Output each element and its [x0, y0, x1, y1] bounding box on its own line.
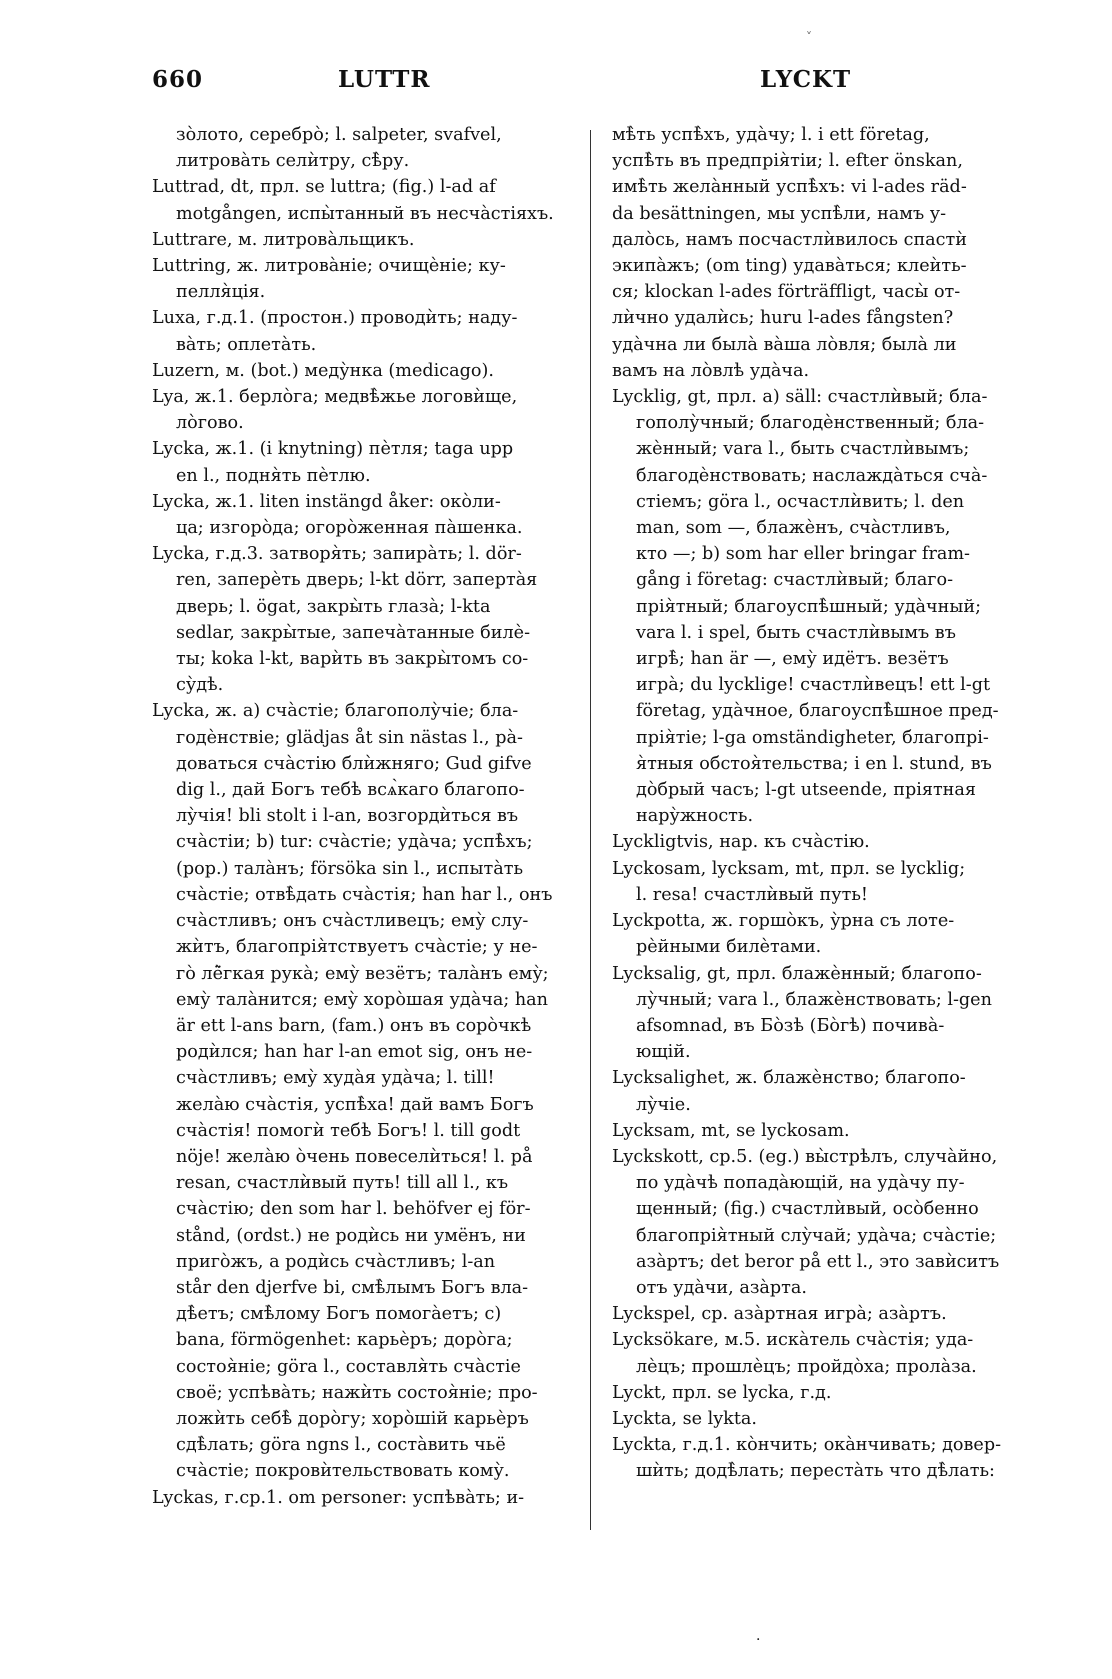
entry-line: da besättningen, мы успѣ̀ли, намъ у- [612, 203, 947, 224]
entry-line: щенный; (fig.) счастлѝвый, осо̀бенно [636, 1199, 979, 1220]
entry-headword-line: Luzern, м. (bot.) меду̀нка (medicago). [152, 360, 494, 381]
entry-line: мѣ̀ть успѣ̀хъ, уда̀чу; l. i ett företag, [612, 125, 930, 145]
entry-line: företag, уда̀чное, благоуспѣ̀шное пред- [636, 701, 999, 722]
entry-line: ложѝть себѣ̀ доро̀гу; хоро̀шій карьѐръ [176, 1408, 529, 1429]
entry-headword-line: Luxa, г.д.1. (простон.) проводѝть; наду- [152, 308, 518, 329]
entry-line: жѝтъ, благопрія̀тствуетъ сча̀стіе; у не- [176, 937, 538, 958]
entry-line: en l., подня̀ть пѐтлю. [176, 465, 371, 486]
entry-headword-line: Lyckas, г.ср.1. om personer: успѣва̀ть; и- [152, 1487, 525, 1508]
entry-headword-line: Luttring, ж. литрова̀ніе; очищѐніе; ку- [152, 256, 506, 277]
entry-line: сча̀стіи; b) tur: сча̀стіе; уда̀ча; успѣ̀хъ; [176, 832, 533, 853]
entry-line: (pop.) тала̀нъ; försöka sin l., испыта̀ть [176, 858, 524, 879]
entry-line: пелля̀ція. [176, 282, 266, 303]
entry-line: сча̀стія! помогѝ тебѣ Богъ! l. till godt [176, 1120, 521, 1141]
entry-headword-line: Lycksalig, gt, прл. блажѐнный; благопо- [612, 963, 982, 984]
entry-headword-line: Lyckligtvis, нар. къ сча̀стію. [612, 832, 870, 853]
entry-headword-line: Lycksam, mt, se lyckosam. [612, 1120, 850, 1141]
entry-line: приго̀жъ, а родѝсь сча̀стливъ; l-an [176, 1251, 496, 1272]
entry-line: är ett l-ans barn, (fam.) онъ въ соро̀чкѣ [176, 1015, 532, 1036]
entry-line: своё; успѣва̀ть; нажѝть состоя̀ніе; про- [176, 1382, 538, 1403]
entry-line: сча̀стіе; покровѝтельствовать кому̀. [176, 1461, 510, 1482]
entry-headword-line: Lycksalighet, ж. блажѐнство; благопо- [612, 1068, 966, 1089]
entry-line: экипа̀жъ; (om ting) удава̀ться; клеѝть- [612, 256, 967, 277]
print-mark: ˅ [806, 30, 812, 44]
entry-line: дало̀сь, намъ посчастлѝвилось спастѝ [612, 229, 967, 250]
entry-headword-line: Luttrare, м. литрова̀льщикъ. [152, 229, 415, 250]
entry-line: дѣ̀етъ; смѣ̀лому Богъ помога̀етъ; c) [176, 1304, 502, 1325]
right-guide-word: LYCKT [760, 66, 852, 93]
entry-line: gång i företag: счастлѝвый; благо- [636, 570, 954, 591]
entry-line: ren, заперѐть дверь; l-kt dörr, заперта̀я [176, 570, 538, 591]
entry-line: bana, förmögenhet: карьѐръ; доро̀га; [176, 1330, 513, 1351]
entry-headword-line: Lyckosam, lycksam, mt, прл. se lycklig; [612, 858, 966, 879]
entry-line: сча̀стливъ; ему̀ худа̀я уда̀ча; l. till! [176, 1068, 495, 1089]
entry-line: sedlar, закры̀тые, запеча̀танные билѐ- [176, 622, 531, 643]
entry-line: игрѣ̀; han är —, ему̀ идётъ. везётъ [636, 649, 949, 670]
entry-line: сдѣ̀лать; göra ngns l., соста̀вить чьё [176, 1435, 506, 1456]
entry-line: ва̀ть; оплета̀ть. [176, 334, 317, 355]
entry-line: l. resa! счастлѝвый путь! [636, 884, 868, 905]
entry-headword-line: Lycka, ж. a) сча̀стіе; благополу̀чіе; бла- [152, 701, 519, 722]
entry-headword-line: Lyckspel, ср. аза̀ртная игра̀; аза̀ртъ. [612, 1304, 947, 1325]
entry-line: родѝлся; han har l-an emot sig, онъ не- [176, 1042, 533, 1063]
entry-line: nöje! жела̀ю о̀чень повеселѝться! l. på [176, 1146, 533, 1167]
entry-line: ло̀гово. [176, 413, 244, 434]
entry-line: ты; koka l-kt, варѝть въ закры̀томъ со- [176, 649, 529, 670]
entry-line: лу̀чіе. [636, 1094, 691, 1115]
entry-line: сча̀стіе; отвѣ̀дать сча̀стія; han har l., онъ [176, 884, 553, 905]
entry-line: благодѐнствовать; наслажда̀ться сча̀- [636, 465, 988, 486]
left-column [152, 122, 572, 1511]
entry-line: dig l., дай Богъ тебѣ всѧ̀каго благопо- [176, 780, 525, 801]
entry-headword-line: Lycka, ж.1. liten instängd åker: око̀ли- [152, 491, 501, 512]
entry-line: игра̀; du lycklige! счастлѝвецъ! ett l-gt [636, 675, 991, 696]
entry-line: рѐйными билѐтами. [636, 937, 822, 958]
entry-line: доваться сча̀стію блѝжняго; Gud gifve [176, 753, 532, 774]
entry-line: уда̀чна ли была̀ ва̀ша ло̀вля; была̀ ли [612, 334, 957, 355]
entry-line: прія̀тный; благоуспѣ̀шный; уда̀чный; [636, 596, 982, 617]
entry-headword-line: Lycka, ж.1. (i knytning) пѐтля; taga upp [152, 439, 514, 460]
entry-headword-line: Lyckt, прл. se lycka, г.д. [612, 1382, 832, 1403]
entry-line: нару̀жность. [636, 806, 754, 827]
entry-line: ему̀ тала̀нится; ему̀ хоро̀шая уда̀ча; han [176, 989, 549, 1010]
entry-line: го̀ лё̀гкая рука̀; ему̀ везётъ; тала̀нъ ему̀; [176, 963, 549, 984]
print-dot: · [756, 1632, 761, 1648]
entry-headword-line: Lya, ж.1. берло̀га; медвѣ̀жье логовѝще, [152, 387, 518, 408]
entry-headword-line: Lyckpotta, ж. горшо̀къ, у̀рна съ лоте- [612, 911, 955, 932]
entry-line: ца; изгоро̀да; огоро̀женная па̀шенка. [176, 518, 523, 539]
entry-line: литрова̀ть селѝтру, сѣ̀ру. [176, 151, 410, 172]
entry-headword-line: Lyckskott, ср.5. (eg.) вы̀стрѣлъ, случа̀йно, [612, 1146, 998, 1167]
entry-line: motgången, испы̀танный въ несча̀стіяхъ. [176, 203, 554, 224]
entry-line: лу̀чный; vara l., блажѐнствовать; l-gen [636, 989, 992, 1010]
entry-line: состоя̀ніе; göra l., составля̀ть сча̀стіе [176, 1356, 521, 1377]
entry-line: man, som —, блажѐнъ, сча̀стливъ, [636, 518, 951, 539]
entry-line: отъ уда̀чи, аза̀рта. [636, 1277, 807, 1298]
entry-line: afsomnad, въ Бо̀зѣ (Бо̀гѣ) почива̀- [636, 1015, 945, 1036]
entry-line: успѣ̀ть въ предпрія̀тіи; l. efter önskan, [612, 151, 963, 172]
entry-line: аза̀ртъ; det beror på ett l., это завѝситъ [636, 1251, 1000, 1272]
page-number: 660 [152, 66, 204, 93]
entry-line: имѣ̀ть жела̀нный успѣ̀хъ: vi l-ades räd- [612, 177, 967, 198]
entry-line: stånd, (ordst.) не родѝсь ни умёнъ, ни [176, 1225, 526, 1246]
entry-line: кто —; b) som har eller bringar fram- [636, 544, 970, 565]
entry-headword-line: Lycklig, gt, прл. a) säll: счастлѝвый; бла- [612, 387, 988, 408]
entry-line: годѐнствіе; glädjas åt sin nästas l., ра̀- [176, 727, 523, 748]
entry-line: до̀брый часъ; l-gt utseende, пріятная [636, 780, 976, 801]
entry-line: står den djerfve bi, смѣ̀лымъ Богъ вла- [176, 1277, 529, 1298]
entry-line: гополу̀чный; благодѐнственный; бла- [636, 413, 985, 434]
entry-line: vara l. i spel, быть счастлѝвымъ въ [636, 622, 956, 643]
entry-line: resan, счастлѝвый путь! till all l., къ [176, 1173, 509, 1194]
entry-line: су̀дѣ. [176, 675, 224, 696]
column-divider [590, 130, 591, 1530]
entry-headword-line: Lyckta, se lykta. [612, 1408, 757, 1429]
entry-line: стіемъ; göra l., осчастлѝвить; l. den [636, 491, 965, 512]
left-guide-word: LUTTR [338, 66, 431, 93]
right-column [612, 122, 1032, 1485]
entry-line: сча̀стливъ; онъ сча̀стливецъ; ему̀ слу- [176, 911, 529, 932]
entry-line: вамъ на ло̀влѣ уда̀ча. [612, 360, 810, 381]
entry-headword-line: Lycksökare, м.5. иска̀тель сча̀стія; уда- [612, 1330, 974, 1351]
entry-headword-line: Luttrad, dt, прл. se luttra; (fig.) l-ad af [152, 177, 496, 198]
entry-line: сча̀стію; den som har l. behöfver ej för- [176, 1199, 531, 1220]
entry-headword-line: Lyckta, г.д.1. ко̀нчить; ока̀нчивать; довер- [612, 1435, 1002, 1456]
entry-line: прія̀тіе; l-ga omständigheter, благопрі- [636, 727, 989, 748]
entry-line: жела̀ю сча̀стія, успѣ̀ха! дай вамъ Богъ [176, 1094, 534, 1115]
entry-line: благопрія̀тный слу̀чай; уда̀ча; сча̀стіе; [636, 1225, 997, 1246]
entry-line: лу̀чія! bli stolt i l-an, возгордѝться въ [176, 806, 519, 827]
entry-line: лѝчно удалѝсь; huru l-ades fångsten? [612, 308, 954, 329]
entry-line: дверь; l. ögat, закры̀ть глаза̀; l-kta [176, 596, 491, 617]
entry-line: я̀тныя обстоя̀тельства; i en l. stund, въ [636, 753, 992, 774]
entry-line: ющій. [636, 1042, 691, 1063]
entry-line: шѝть; додѣ̀лать; переста̀ть что дѣ̀лать: [636, 1461, 995, 1482]
entry-line: по уда̀чѣ попада̀ющій, на уда̀чу пу- [636, 1173, 965, 1194]
entry-line: лѐцъ; прошлѐцъ; пройдо̀ха; прола̀за. [636, 1356, 977, 1377]
entry-line: ся; klockan l-ades förträffligt, часы̀ от- [612, 282, 961, 303]
entry-line: зо̀лото, серебро̀; l. salpeter, svafvel, [176, 125, 502, 145]
entry-headword-line: Lycka, г.д.3. затворя̀ть; запира̀ть; l. dör- [152, 544, 522, 565]
entry-line: жѐнный; vara l., быть счастлѝвымъ; [636, 439, 970, 460]
